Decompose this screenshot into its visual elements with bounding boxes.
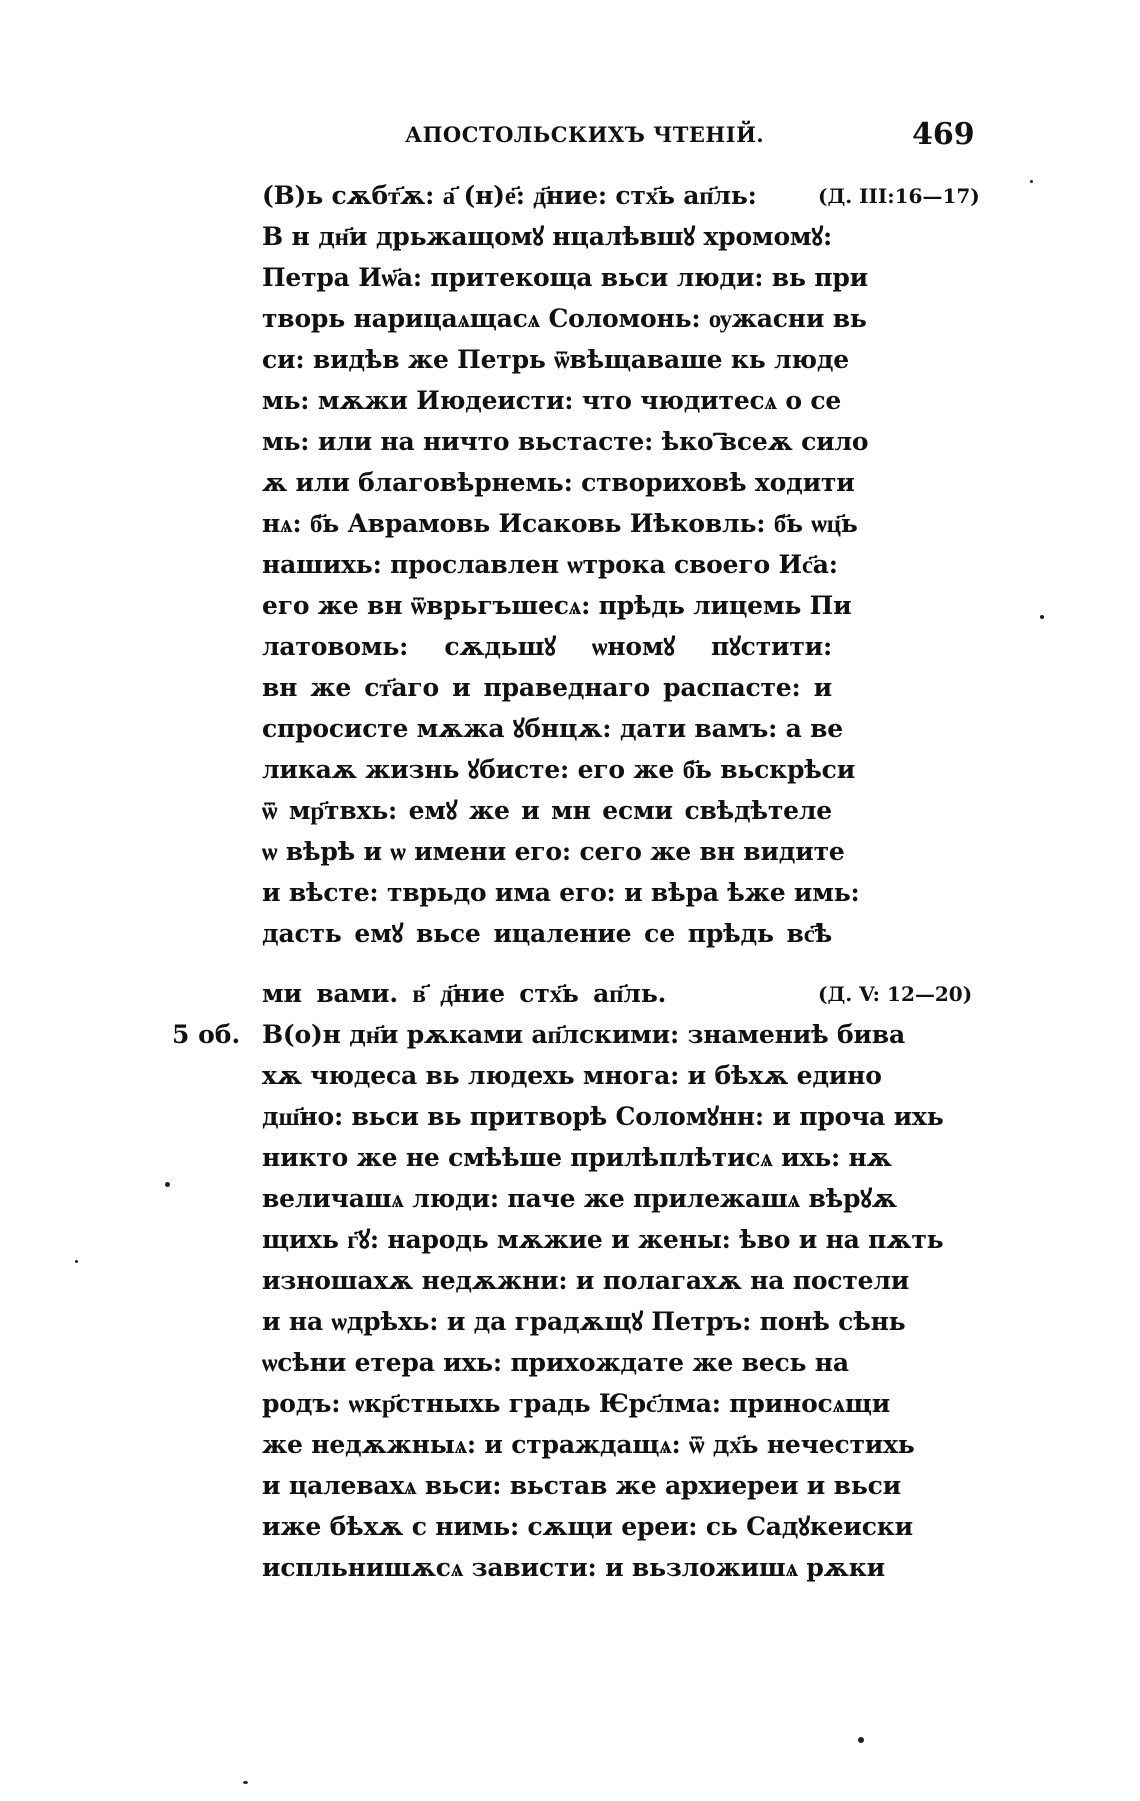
text-line: В(о)н дн҃и рѫками ап҃лскими: знамениѣ бива [262,1020,905,1049]
scan-speck [165,1182,170,1187]
text-line: (В)ь сѫбт҃ѫ: а҃ (н)е҃: д҃ние: стх҃ь ап҃ль: [262,181,757,210]
text-line: дасть емꙋ вьсе ицаление се прѣдь вс҃ѣ [262,919,832,948]
running-title: АПОСТОЛЬСКИХЪ ЧТЕНІЙ. [405,122,765,147]
text-line: латовомь: сѫдьшꙋ ѡномꙋ пꙋстити: [262,632,832,661]
scan-speck [243,1781,248,1784]
text-line: творь нарицаѧщасѧ Соломонь: ѹжасни вь [262,304,867,333]
text-line: изношахѫ недѫжни: и полагахѫ на постели [262,1266,910,1295]
reading-reference-1: (Д. III:16—17) [818,184,980,208]
text-line: испльнишѫсѧ зависти: и вьзложишѧ рѫки [262,1553,885,1582]
text-line: Петра Иѡ҃а: притекоща вьси люди: вь при [262,263,868,292]
text-line: иже бѣхѫ с нимь: сѫщи ереи: сь Садꙋкеиски [262,1512,913,1541]
text-line: нашихь: прославлен ѡтрока своего Ис҃а: [262,550,838,579]
scan-speck [1040,615,1044,619]
text-line: и цалевахѧ вьси: вьстав же архиереи и вьси [262,1471,901,1500]
reading-reference-2: (Д. V: 12—20) [818,982,973,1006]
text-line: хѫ чюдеса вь людехь многа: и бѣхѫ едино [262,1061,882,1090]
text-line: его же вн ѿврьгъшесѧ: прѣдь лицемь Пи [262,591,852,620]
text-line: вн же ст҃аго и праведнаго распасте: и [262,673,832,702]
text-line: и вѣсте: тврьдо има его: и вѣра ѣже имь: [262,878,860,907]
text-line: ѫ или благовѣрнемь: створиховѣ ходити [262,468,855,497]
text-line: ѿ мр҃твхь: емꙋ же и мн есми свѣдѣтеле [262,796,832,825]
text-line: ѡ вѣрѣ и ѡ имени его: сего же вн видите [262,837,845,866]
text-line: же недѫжныѧ: и страждащѧ: ѿ дх҃ь нечестихь [262,1430,915,1459]
text-line: щихь г҃ꙋ: народь мѫжие и жены: ѣво и на пѫть [262,1225,944,1254]
text-line: ликаѫ жизнь ꙋбисте: его же б҃ь вьскрѣси [262,755,856,784]
text-line: дш҃но: вьси вь притворѣ Соломꙋнн: и проча ихь [262,1102,944,1131]
text-line: ми вами. в҃ д҃ние стх҃ь ап҃ль. [262,979,667,1008]
text-line: ѡсѣни етера ихь: прихождате же весь на [262,1348,849,1377]
page-number: 469 [912,117,975,152]
text-line: мь: мѫжи Июдеисти: что чюдитесѧ о се [262,386,842,415]
text-line: родъ: ѡкр҃стныхь градь Ѥрс҃лма: приносѧщи [262,1389,891,1418]
text-line: спросисте мѫжа ꙋбнцѫ: дати вамъ: а ве [262,714,843,743]
scan-speck [858,1737,864,1743]
text-line: нѧ: б҃ь Аврамовь Исаковь Иѣковль: б҃ь ѡц҃ь [262,509,858,538]
scan-speck [1030,180,1033,183]
text-line: си: видѣв же Петрь ѿвѣщаваше кь люде [262,345,850,374]
margin-folio-note: 5 об. [172,1020,241,1049]
text-line: никто же не смѣѣше прилѣплѣтисѧ ихь: нѫ [262,1143,892,1172]
text-line: и на ѡдрѣхь: и да градѫщꙋ Петръ: понѣ сѣнь [262,1307,906,1336]
text-line: величашѧ люди: паче же прилежашѧ вѣрꙋѫ [262,1184,897,1213]
scan-speck [75,1260,78,1263]
text-line: В н дн҃и дрьжащомꙋ нцалѣвшꙋ хромомꙋ: [262,222,832,251]
text-line: мь: или на ничто вьстасте: ѣко ꙯всеѫ сило [262,427,869,456]
